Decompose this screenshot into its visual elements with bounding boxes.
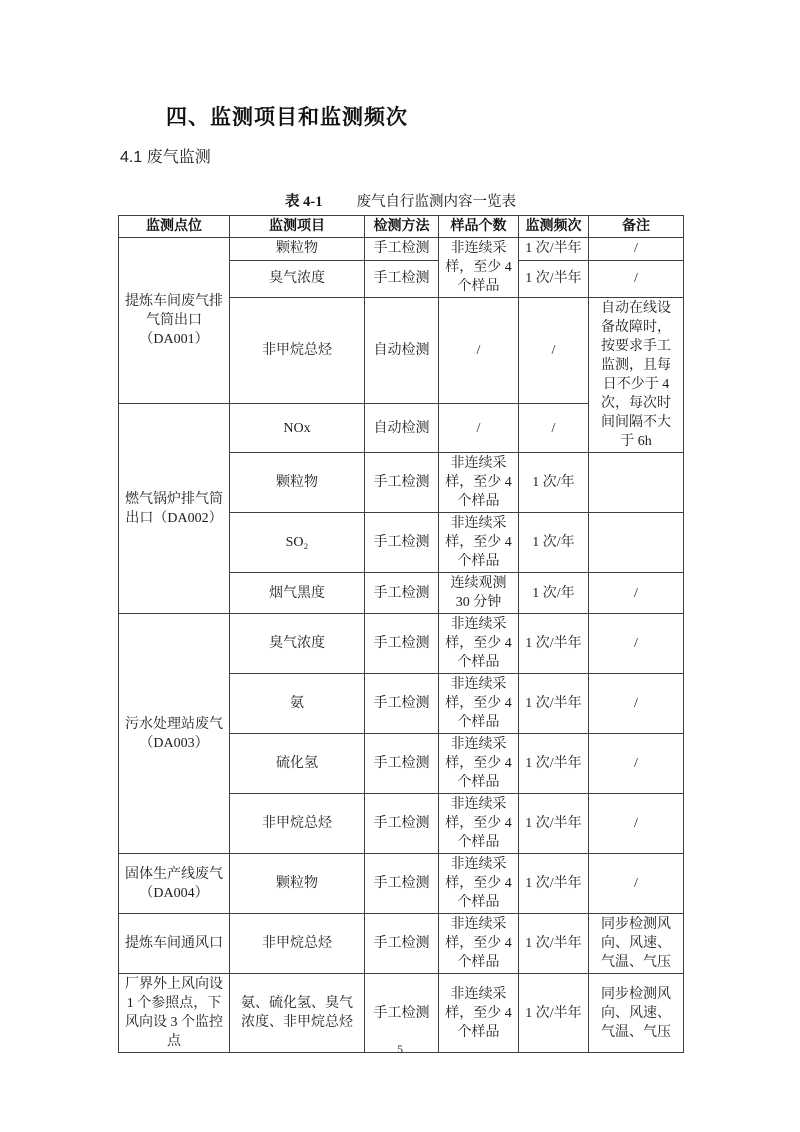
item-cell: 臭气浓度	[230, 260, 365, 297]
item-cell: 硫化氢	[230, 734, 365, 794]
page-title: 四、监测项目和监测频次	[166, 106, 408, 129]
note-cell: /	[589, 734, 684, 794]
method-cell: 手工检测	[365, 854, 439, 914]
method-cell: 手工检测	[365, 674, 439, 734]
item-cell: 非甲烷总烃	[230, 298, 365, 404]
samples-cell: 非连续采样，至少 4 个样品	[439, 914, 519, 974]
table-row	[119, 854, 684, 914]
samples-cell: 非连续采样，至少 4 个样品	[439, 854, 519, 914]
samples-cell: 非连续采样，至少 4 个样品	[439, 614, 519, 674]
method-cell: 手工检测	[365, 914, 439, 974]
method-cell: 手工检测	[365, 260, 439, 297]
samples-cell: 连续观测 30 分钟	[439, 573, 519, 614]
column-header-point: 监测点位	[119, 216, 230, 238]
frequency-cell: 1 次/年	[519, 453, 589, 513]
item-cell: 臭气浓度	[230, 614, 365, 674]
samples-cell: 非连续采样，至少 4 个样品	[439, 734, 519, 794]
column-header-frequency: 监测频次	[519, 216, 589, 238]
samples-cell: 非连续采样，至少 4 个样品	[439, 238, 519, 298]
samples-cell: 非连续采样，至少 4 个样品	[439, 674, 519, 734]
note-cell: /	[589, 573, 684, 614]
note-cell: /	[589, 238, 684, 261]
point-cell: 提炼车间通风口	[119, 914, 230, 974]
point-cell: 提炼车间废气排气筒出口（DA001）	[119, 238, 230, 404]
item-cell: SO₂	[230, 513, 365, 573]
table-row	[119, 614, 684, 674]
monitoring-table	[118, 215, 684, 1053]
method-cell: 手工检测	[365, 974, 439, 1053]
note-cell: 自动在线设备故障时，按要求手工监测，且每日不少于 4 次，每次时间间隔不大于 6h	[589, 298, 684, 453]
table-row	[119, 914, 684, 974]
method-cell: 手工检测	[365, 453, 439, 513]
samples-cell: 非连续采样，至少 4 个样品	[439, 513, 519, 573]
column-header-note: 备注	[589, 216, 684, 238]
note-cell: 同步检测风向、风速、气温、气压	[589, 914, 684, 974]
samples-cell: /	[439, 298, 519, 404]
samples-cell: 非连续采样，至少 4 个样品	[439, 794, 519, 854]
frequency-cell: /	[519, 404, 589, 453]
column-header-item: 监测项目	[230, 216, 365, 238]
frequency-cell: 1 次/半年	[519, 238, 589, 261]
method-cell: 手工检测	[365, 573, 439, 614]
column-header-method: 检测方法	[365, 216, 439, 238]
frequency-cell: 1 次/半年	[519, 674, 589, 734]
note-cell: /	[589, 674, 684, 734]
frequency-cell: 1 次/半年	[519, 734, 589, 794]
frequency-cell: 1 次/半年	[519, 614, 589, 674]
point-cell: 固体生产线废气（DA004）	[119, 854, 230, 914]
method-cell: 自动检测	[365, 298, 439, 404]
method-cell: 手工检测	[365, 614, 439, 674]
method-cell: 自动检测	[365, 404, 439, 453]
table-caption-label: 表 4-1	[285, 194, 323, 210]
note-cell: /	[589, 614, 684, 674]
method-cell: 手工检测	[365, 794, 439, 854]
frequency-cell: 1 次/半年	[519, 260, 589, 297]
table-header-row	[119, 216, 684, 238]
item-cell: 氨、硫化氢、臭气浓度、非甲烷总烃	[230, 974, 365, 1053]
table-row	[119, 974, 684, 1053]
item-cell: 非甲烷总烃	[230, 914, 365, 974]
method-cell: 手工检测	[365, 513, 439, 573]
note-cell	[589, 513, 684, 573]
frequency-cell: 1 次/半年	[519, 854, 589, 914]
note-cell: 同步检测风向、风速、气温、气压	[589, 974, 684, 1053]
table-caption	[118, 190, 683, 211]
note-cell: /	[589, 794, 684, 854]
item-cell: 氨	[230, 674, 365, 734]
column-header-samples: 样品个数	[439, 216, 519, 238]
item-cell: NOx	[230, 404, 365, 453]
item-cell: 烟气黑度	[230, 573, 365, 614]
frequency-cell: 1 次/半年	[519, 974, 589, 1053]
frequency-cell: 1 次/年	[519, 573, 589, 614]
samples-cell: 非连续采样，至少 4 个样品	[439, 974, 519, 1053]
point-cell: 燃气锅炉排气筒出口（DA002）	[119, 404, 230, 614]
table-row	[119, 238, 684, 261]
item-cell: 颗粒物	[230, 453, 365, 513]
method-cell: 手工检测	[365, 238, 439, 261]
page-number: 5	[397, 1042, 403, 1056]
item-cell: 非甲烷总烃	[230, 794, 365, 854]
item-cell: 颗粒物	[230, 854, 365, 914]
note-cell	[589, 453, 684, 513]
point-cell: 厂界外上风向设 1 个参照点，下风向设 3 个监控点	[119, 974, 230, 1053]
frequency-cell: 1 次/年	[519, 513, 589, 573]
samples-cell: /	[439, 404, 519, 453]
item-cell: 颗粒物	[230, 238, 365, 261]
frequency-cell: /	[519, 298, 589, 404]
frequency-cell: 1 次/半年	[519, 914, 589, 974]
method-cell: 手工检测	[365, 734, 439, 794]
point-cell: 污水处理站废气（DA003）	[119, 614, 230, 854]
table-caption-title: 废气自行监测内容一览表	[356, 194, 516, 210]
section-heading: 4.1 废气监测	[120, 149, 211, 166]
note-cell: /	[589, 854, 684, 914]
frequency-cell: 1 次/半年	[519, 794, 589, 854]
note-cell: /	[589, 260, 684, 297]
samples-cell: 非连续采样，至少 4 个样品	[439, 453, 519, 513]
